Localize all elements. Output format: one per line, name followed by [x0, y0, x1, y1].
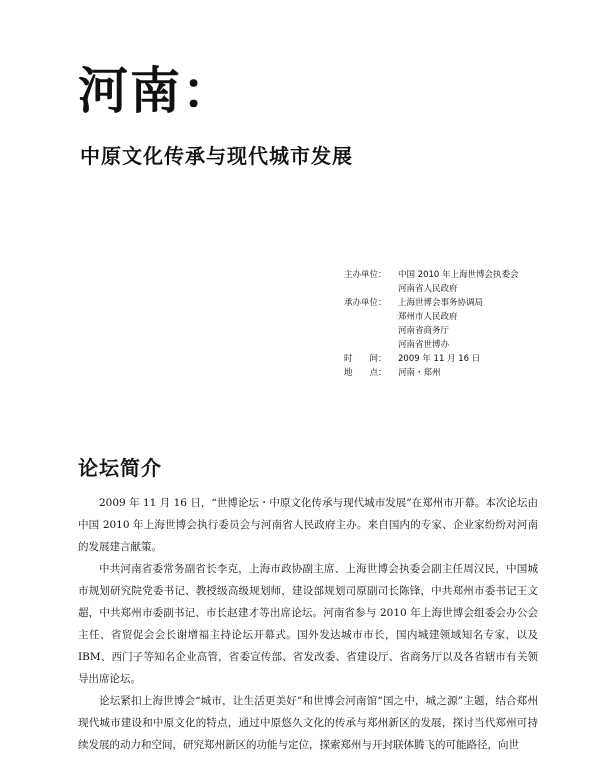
info-row	[344, 268, 519, 282]
info-label: 地 点：	[344, 368, 387, 378]
organizer-info	[344, 268, 519, 380]
paragraph: 2009 年 11 月 16 日，“世博论坛・中原文化传承与现代城市发展”在郑州市开幕。本次论坛由中国 2010 年上海世博会执行委员会与河南省人民政府主办。来自国内的专家、企业家纷纷对河南的发展建言献策。	[78, 497, 538, 553]
info-row	[344, 282, 519, 296]
paragraph: 中共河南省委常务副省长李克，上海市政协副主席、上海世博会执委会副主任周汉民，中国城市规划研究院党委书记、教授级高级规划师，建设部规划司原副司长陈锋，中共郑州市委书记王文超，中共郑州市委副书记、市长赵建才等出席论坛。河南省参与 2010 年上海世博会组委会办公会主任、省贸促会会长谢增福主持论坛开幕式。国外发达城市市长，国内城建领域知名专家，以及 IBM、西门子等知名企业高管，省委宣传部、省发改委、省建设厅、省商务厅以及各省辖市有关领导出席论坛。	[78, 563, 538, 685]
info-row	[344, 296, 519, 310]
info-row	[344, 338, 519, 352]
info-row	[344, 324, 519, 338]
info-value: 2009 年 11 月 16 日	[398, 354, 481, 364]
info-label: 时 间：	[344, 354, 387, 364]
info-value: 郑州市人民政府	[398, 312, 458, 322]
info-value: 河南・郑州	[398, 368, 441, 378]
info-label	[344, 338, 398, 352]
info-value: 河南省世博办	[398, 340, 450, 350]
info-value: 河南省商务厅	[398, 326, 450, 336]
section-heading: 论坛简介	[78, 456, 162, 480]
page-title: 河南：	[78, 62, 234, 120]
paragraph: 论坛紧扣上海世博会“城市，让生活更美好”和世博会河南馆“国之中，城之源”主题，结合郑州现代城市建设和中原文化的特点，通过中原悠久文化的传承与郑州新区的发展，探讨当代郑州可持续发展的动力和空间，研究郑州新区的功能与定位，探索郑州与开封联体腾飞的可能路径，向世	[78, 695, 538, 751]
page-subtitle: 中原文化传承与现代城市发展	[80, 144, 353, 168]
info-label	[344, 282, 398, 296]
info-row	[344, 310, 519, 324]
info-value: 河南省人民政府	[398, 284, 458, 294]
info-value: 中国 2010 年上海世博会执委会	[398, 270, 519, 280]
info-row	[344, 366, 519, 380]
info-value: 上海世博会事务协调局	[398, 298, 484, 308]
info-row	[344, 352, 519, 366]
forum-introduction	[78, 492, 538, 756]
info-label: 主办单位：	[344, 270, 387, 280]
info-label: 承办单位：	[344, 298, 387, 308]
info-label	[344, 324, 398, 338]
info-label	[344, 310, 398, 324]
